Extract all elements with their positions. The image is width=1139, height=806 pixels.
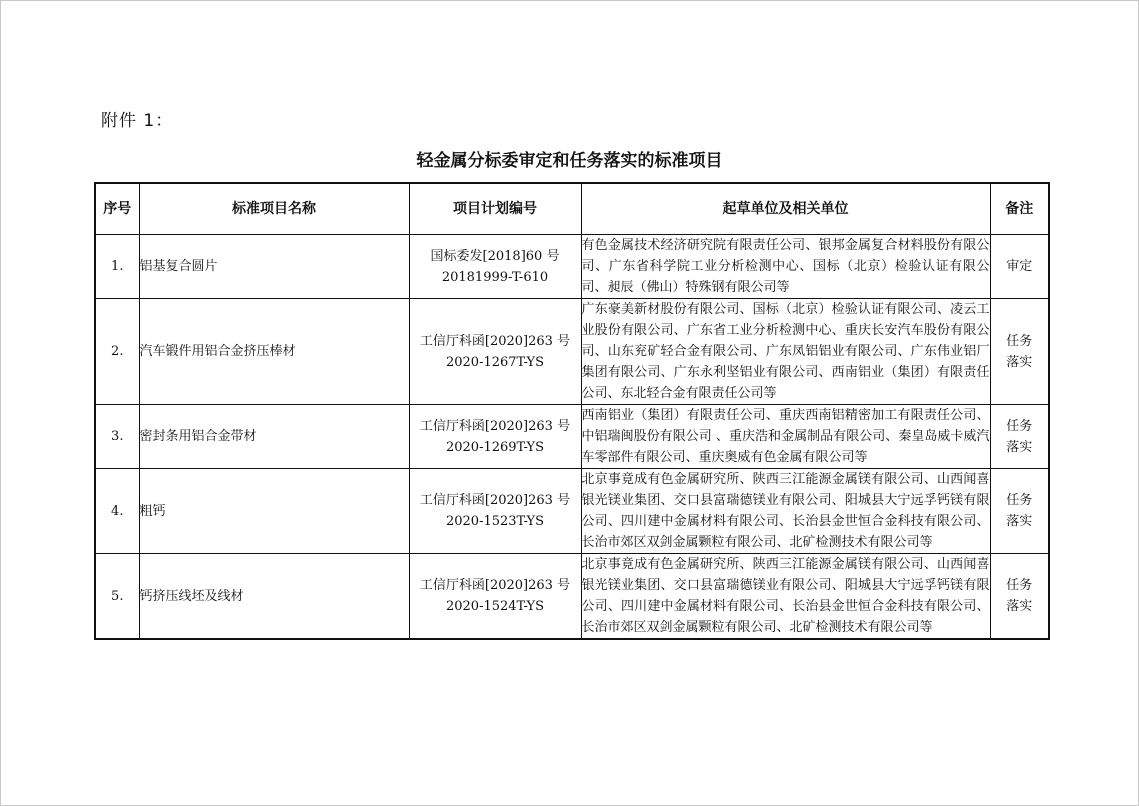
row-index: 1.: [95, 235, 139, 299]
note-line: 审定: [1006, 259, 1033, 274]
header-drafting-units: 起草单位及相关单位: [581, 183, 990, 235]
row-drafting-units: 西南铝业（集团）有限责任公司、重庆西南铝精密加工有限责任公司、中铝瑞闽股份有限公司 、重庆浩和金属制品有限公司、秦皇岛威卡威汽车零部件有限公司、重庆奥威有色金属有限公司等: [581, 405, 990, 469]
plan-document: 工信厅科函[2020]263 号: [419, 578, 571, 593]
row-plan-number: [409, 235, 581, 299]
plan-code: 2020-1524T-YS: [445, 599, 544, 614]
row-drafting-units: 广东豪美新材股份有限公司、国标（北京）检验认证有限公司、凌云工业股份有限公司、广东省工业分析检测中心、重庆长安汽车股份有限公司、山东兖矿轻合金有限公司、广东凤铝铝业有限公司、广东伟业铝厂集团有限公司、广东永利坚铝业有限公司、西南铝业（集团）有限责任公司、东北轻合金有限责任公司等: [581, 299, 990, 405]
note-line: 任务: [1006, 578, 1033, 593]
table-row: [95, 405, 1049, 469]
plan-code: 2020-1269T-YS: [445, 439, 544, 455]
row-plan-number: [409, 299, 581, 405]
row-drafting-units: 北京事竟成有色金属研究所、陕西三江能源金属镁有限公司、山西闻喜银光镁业集团、交口县富瑞德镁业有限公司、阳城县大宁远孚钙镁有限公司、四川建中金属材料有限公司、长治县金世恒合金科技有限公司、长治市郊区双剑金属颗粒有限公司、北矿检测技术有限公司等: [581, 554, 990, 640]
row-plan-number: [409, 405, 581, 469]
table-header-row: [95, 183, 1049, 235]
row-plan-number: [409, 554, 581, 640]
row-plan-number: [409, 469, 581, 554]
plan-document: 工信厅科函[2020]263 号: [419, 493, 571, 508]
row-index: 5.: [95, 554, 139, 640]
header-note: 备注: [990, 183, 1049, 235]
plan-document: 国标委发[2018]60 号: [430, 248, 560, 264]
plan-document: 工信厅科函[2020]263 号: [419, 333, 571, 349]
plan-code: 20181999-T-610: [441, 269, 549, 285]
row-drafting-units: 有色金属技术经济研究院有限责任公司、银邦金属复合材料股份有限公司、广东省科学院工业分析检测中心、国标（北京）检验认证有限公司、昶辰（佛山）特殊钢有限公司等: [581, 235, 990, 299]
row-note: [990, 299, 1049, 405]
note-line: 任务: [1006, 418, 1033, 434]
note-line: 落实: [1006, 354, 1033, 370]
row-index: 4.: [95, 469, 139, 554]
note-line: 落实: [1006, 599, 1033, 614]
row-drafting-units: 北京事竟成有色金属研究所、陕西三江能源金属镁有限公司、山西闻喜银光镁业集团、交口县富瑞德镁业有限公司、阳城县大宁远孚钙镁有限公司、四川建中金属材料有限公司、长治县金世恒合金科技有限公司、长治市郊区双剑金属颗粒有限公司、北矿检测技术有限公司等: [581, 469, 990, 554]
note-line: 任务: [1006, 333, 1033, 349]
table-row: [95, 299, 1049, 405]
table-row: [95, 469, 1049, 554]
row-note: [990, 469, 1049, 554]
standards-table: [94, 182, 1050, 640]
attachment-label: 附件 1：: [101, 111, 174, 131]
row-standard-name: 铝基复合圆片: [139, 235, 409, 299]
note-line: 落实: [1006, 439, 1033, 455]
plan-document: 工信厅科函[2020]263 号: [419, 418, 571, 434]
header-index: 序号: [95, 183, 139, 235]
row-note: [990, 554, 1049, 640]
row-note: [990, 405, 1049, 469]
row-standard-name: 汽车锻件用铝合金挤压棒材: [139, 299, 409, 405]
row-note: [990, 235, 1049, 299]
row-index: 3.: [95, 405, 139, 469]
header-name: 标准项目名称: [139, 183, 409, 235]
row-standard-name: 钙挤压线坯及线材: [139, 554, 409, 640]
plan-code: 2020-1267T-YS: [445, 354, 544, 370]
row-standard-name: 粗钙: [139, 469, 409, 554]
note-line: 任务: [1006, 493, 1033, 508]
plan-code: 2020-1523T-YS: [445, 514, 544, 529]
row-index: 2.: [95, 299, 139, 405]
document-title: 轻金属分标委审定和任务落实的标准项目: [416, 151, 723, 171]
header-plan-number: 项目计划编号: [409, 183, 581, 235]
note-line: 落实: [1006, 514, 1033, 529]
table-row: [95, 554, 1049, 640]
table-row: [95, 235, 1049, 299]
row-standard-name: 密封条用铝合金带材: [139, 405, 409, 469]
